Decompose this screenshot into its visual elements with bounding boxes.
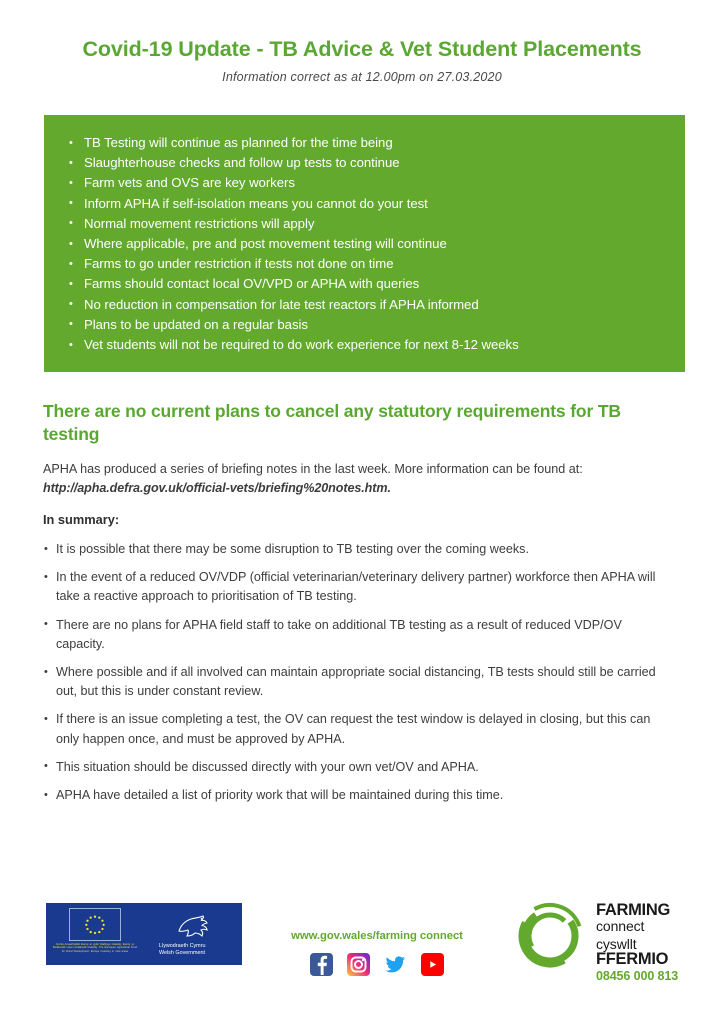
list-item: • Where possible and if all involved can maintain appropriate social distancing, TB tests should still be carried out, but this is under constant review. — [43, 663, 668, 701]
instagram-glyph — [347, 953, 370, 976]
farming-connect-phone: 08456 000 813 — [596, 969, 679, 984]
highlight-bullet-list — [66, 133, 663, 355]
eu-funding-caption: Cronfa Amaethyddol Ewrop ar gyfer Datblygu Gwledig: Ewrop yn Buddsoddi mewn Ardaloedd Gwledig. The European Agricultural Fund for Rural Development: Europe investing in rural areas — [53, 943, 137, 953]
farming-connect-logo — [516, 896, 706, 984]
intro-text: APHA has produced a series of briefing notes in the last week. More information can be found at: — [43, 462, 583, 476]
document-footer — [0, 890, 724, 1000]
website-url[interactable]: www.gov.wales/farming connect — [291, 930, 463, 942]
welsh-gov-welsh-name: Llywodraeth Cymru — [159, 943, 206, 949]
welsh-dragon-icon — [173, 911, 213, 941]
facebook-icon[interactable] — [310, 953, 333, 976]
briefing-notes-link[interactable]: http://apha.defra.gov.uk/official-vets/briefing%20notes.htm. — [43, 481, 391, 495]
summary-label: In summary: — [43, 512, 120, 527]
farming-connect-line4: FFERMIO — [596, 950, 669, 969]
farming-connect-wordmark — [596, 902, 678, 983]
page-title: Covid-19 Update - TB Advice & Vet Student Placements — [82, 37, 642, 61]
section-heading: There are no current plans to cancel any statutory requirements for TB testing — [43, 401, 621, 444]
instagram-icon[interactable] — [347, 953, 370, 976]
farming-connect-line2: connect — [596, 917, 645, 934]
list-item: • There are no plans for APHA field staff to take on additional TB testing as a result of reduced VDP/OV capacity. — [43, 616, 668, 654]
highlight-box — [44, 115, 685, 372]
eu-flag-icon — [69, 908, 121, 941]
list-item: • Normal movement restrictions will apply — [66, 214, 663, 234]
welsh-government-caption — [159, 943, 227, 957]
facebook-glyph — [310, 953, 333, 976]
list-item: • Inform APHA if self-isolation means you cannot do your test — [66, 194, 663, 214]
list-item: • No reduction in compensation for late test reactors if APHA informed — [66, 295, 663, 315]
youtube-icon[interactable] — [421, 953, 444, 976]
document-header — [0, 0, 724, 84]
list-item: • Farm vets and OVS are key workers — [66, 173, 663, 193]
list-item: • In the event of a reduced OV/VDP (official veterinarian/veterinary delivery partner) workforce then APHA will take a reactive approach to prioritisation of TB testing. — [43, 568, 668, 606]
welsh-gov-english-name: Welsh Government — [159, 950, 206, 956]
twitter-glyph — [384, 953, 407, 976]
list-item: • Slaughterhouse checks and follow up tests to continue — [66, 153, 663, 173]
youtube-glyph — [421, 953, 444, 976]
list-item: • This situation should be discussed directly with your own vet/OV and APHA. — [43, 758, 668, 777]
list-item: • Vet students will not be required to do work experience for next 8-12 weeks — [66, 335, 663, 355]
list-item: • It is possible that there may be some disruption to TB testing over the coming weeks. — [43, 540, 668, 559]
list-item: • Farms should contact local OV/VPD or APHA with queries — [66, 274, 663, 294]
intro-paragraph — [43, 460, 653, 498]
farming-connect-line3: cyswllt — [596, 936, 637, 953]
list-item: • If there is an issue completing a test, the OV can request the test window is delayed in closing, but this can only happen once, and must be approved by APHA. — [43, 710, 668, 748]
list-item: • Farms to go under restriction if tests not done on time — [66, 254, 663, 274]
eu-welsh-government-logo — [46, 903, 242, 965]
welsh-government-logo — [144, 903, 242, 965]
list-item: • TB Testing will continue as planned for the time being — [66, 133, 663, 153]
eu-stars-icon — [70, 909, 120, 941]
summary-bullet-list — [43, 540, 668, 814]
list-item: • APHA have detailed a list of priority work that will be maintained during this time. — [43, 786, 668, 805]
social-links — [262, 953, 492, 976]
page-subtitle: Information correct as at 12.00pm on 27.03.2020 — [222, 69, 502, 84]
farming-connect-swirl-icon — [516, 902, 584, 970]
list-item: • Where applicable, pre and post movement testing will continue — [66, 234, 663, 254]
farming-connect-line1: FARMING — [596, 901, 670, 919]
eu-funding-logo — [46, 903, 144, 965]
twitter-icon[interactable] — [384, 953, 407, 976]
footer-center-block — [262, 930, 492, 976]
list-item: • Plans to be updated on a regular basis — [66, 315, 663, 335]
